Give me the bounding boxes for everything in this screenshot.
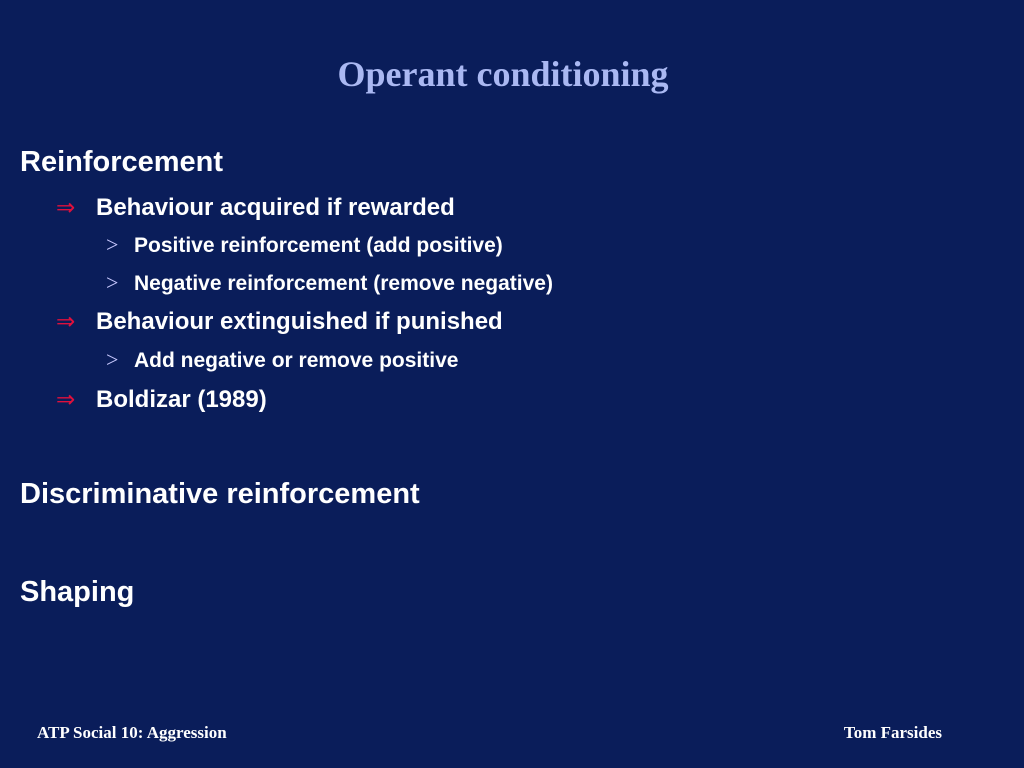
footer-course: ATP Social 10: Aggression [37, 723, 227, 742]
subbullet-negative-reinforcement [106, 270, 553, 297]
item-text: Negative reinforcement (remove negative) [134, 272, 553, 295]
heading-shaping [20, 575, 134, 609]
subbullet-positive-reinforcement [106, 232, 503, 259]
subbullet-add-negative [106, 347, 458, 374]
footer-author: Tom Farsides [843, 723, 942, 742]
double-arrow-bullet-icon: ⇒ [56, 309, 76, 335]
item-text: Positive reinforcement (add positive) [134, 234, 503, 257]
item-text: Reinforcement [20, 146, 224, 178]
item-text: Boldizar (1989) [96, 386, 267, 413]
item-text: Shaping [20, 576, 135, 608]
bullet-boldizar [56, 385, 267, 415]
item-text: Add negative or remove positive [134, 349, 459, 372]
chevron-bullet-icon: > [106, 270, 119, 295]
slide-title: Operant conditioning [337, 54, 669, 94]
chevron-bullet-icon: > [106, 232, 119, 257]
bullet-behaviour-acquired [56, 193, 455, 223]
heading-discriminative-reinforcement [20, 477, 420, 511]
chevron-bullet-icon: > [106, 347, 119, 372]
heading-reinforcement [20, 145, 223, 179]
item-text: Discriminative reinforcement [20, 478, 420, 510]
item-text: Behaviour acquired if rewarded [96, 194, 455, 221]
item-text: Behaviour extinguished if punished [96, 308, 503, 335]
double-arrow-bullet-icon: ⇒ [56, 195, 76, 221]
bullet-behaviour-extinguished [56, 307, 503, 337]
double-arrow-bullet-icon: ⇒ [56, 387, 76, 413]
